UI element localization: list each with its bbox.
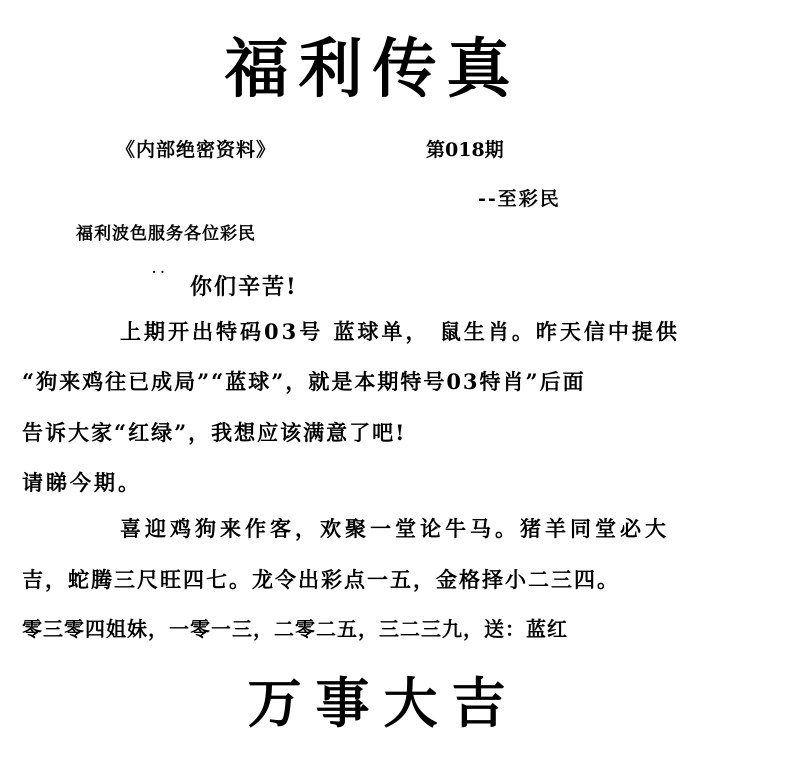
- thanks-line: 你们辛苦!: [190, 274, 298, 300]
- body-line-2: “狗来鸡往已成局”“蓝球”，就是本期特号03特肖”后面: [22, 369, 586, 394]
- issue-number: 第018期: [426, 139, 504, 161]
- page-title-text: 福利传真: [224, 32, 521, 107]
- body-line-3: 告诉大家“红绿”，我想应该满意了吧!: [22, 420, 407, 445]
- body-line-6: 吉，蛇腾三尺旺四七。龙令出彩点一五，金格择小二三四。: [22, 567, 620, 592]
- ink-dots: . .: [152, 262, 165, 276]
- footer-blessing-text: 万事大吉: [247, 671, 520, 735]
- source-label: 《内部绝密资料》: [116, 139, 277, 161]
- page-title: [0, 30, 785, 110]
- body-line-4: 请睇今期。: [22, 470, 142, 495]
- body-line-7: 零三零四姐妹，一零一三，二零二五，三二三九，送：蓝红: [22, 617, 568, 641]
- body-line-1: 上期开出特码03号 蓝球单， 鼠生肖。昨天信中提供: [120, 319, 680, 344]
- body-line-5: 喜迎鸡狗来作客，欢聚一堂论牛马。猪羊同堂必大: [120, 516, 670, 541]
- footer-blessing: [0, 668, 785, 738]
- greeting: 福利波色服务各位彩民: [76, 224, 256, 244]
- signature: --至彩民: [478, 188, 561, 210]
